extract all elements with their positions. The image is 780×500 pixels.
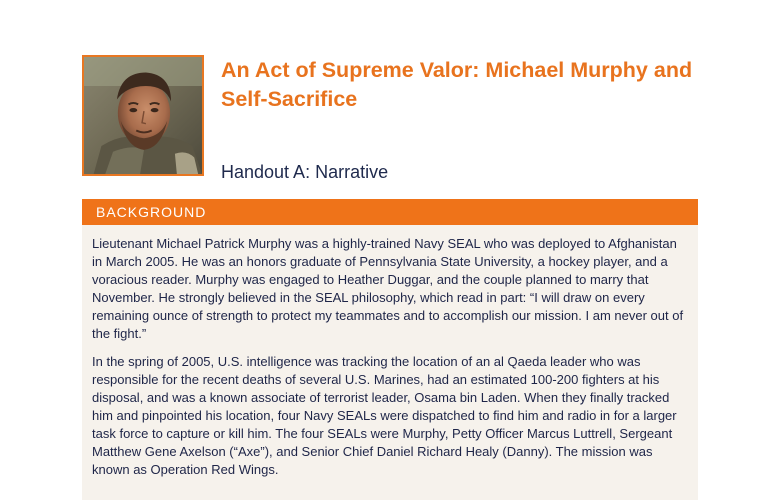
paragraph: In the spring of 2005, U.S. intelligence was tracking the location of an al Qaeda leader who was responsible for the recent deaths of several U.S. Marines, had an estimated 100-200 fighters at his disposal, and was a known associate of terrorist leader, Osama bin Laden. When they finally tracked him and pinpointed his location, four Navy SEALs were dispatched to find him and radio in for a larger task force to capture or kill him. The four SEALs were Murphy, Petty Officer Marcus Luttrell, Sergeant Matthew Gene Axelson (“Axe”), and Senior Chief Daniel Richard Healy (Danny). The mission was known as Operation Red Wings. — [92, 354, 677, 477]
portrait-photo — [82, 55, 204, 176]
paragraph: Lieutenant Michael Patrick Murphy was a highly-trained Navy SEAL who was deployed to Afghanistan in March 2005. He was an honors graduate of Pennsylvania State University, a hockey player, and a voracious reader. Murphy was engaged to Heather Duggar, and the couple planned to marry that November. He strongly believed in the SEAL philosophy, which read in part: “I will draw on every remaining ounce of strength to protect my teammates and to accomplish our mission. I am never out of the fight.” — [92, 236, 684, 341]
section-heading: BACKGROUND — [82, 199, 698, 225]
section-body — [82, 225, 698, 500]
page-title: An Act of Supreme Valor: Michael Murphy and Self-Sacrifice — [221, 58, 693, 111]
handout-subtitle: Handout A: Narrative — [221, 162, 389, 182]
portrait-image — [84, 57, 202, 174]
